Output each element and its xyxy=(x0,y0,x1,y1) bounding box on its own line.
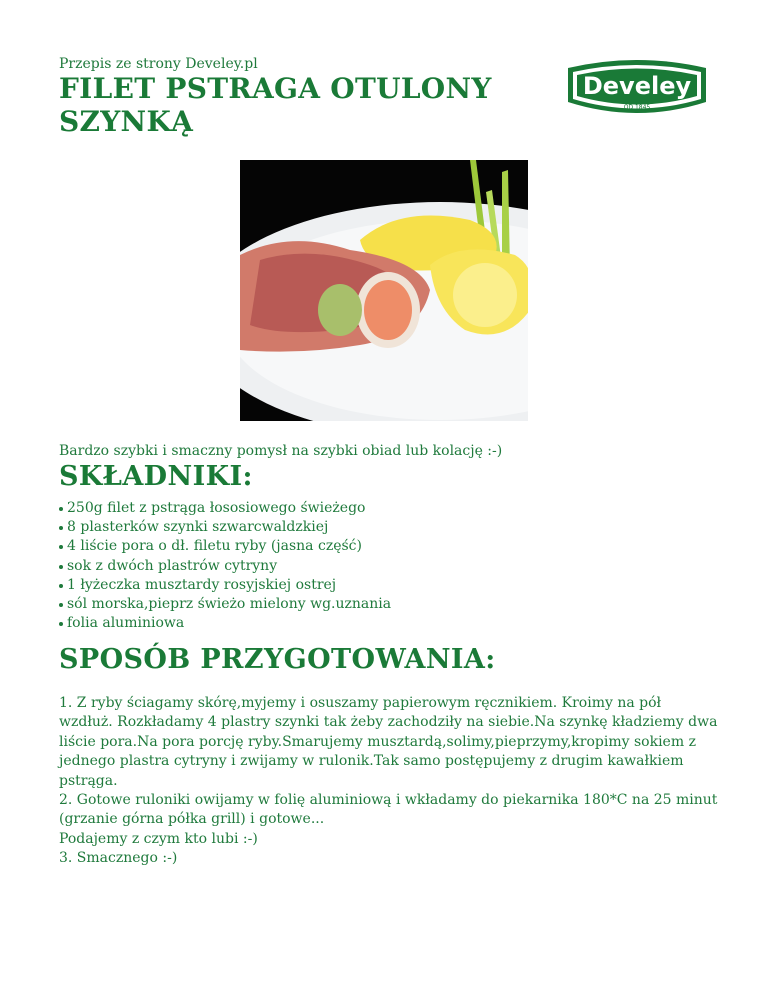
method-heading: SPOSÓB PRZYGOTOWANIA: xyxy=(59,644,496,675)
method-step: Podajemy z czym kto lubi :-) xyxy=(59,830,258,847)
method-step: 3. Smacznego :-) xyxy=(59,850,178,867)
ingredient-item: 4 liście pora o dł. filetu ryby (jasna część) xyxy=(59,537,391,556)
ingredient-item: sok z dwóch plastrów cytryny xyxy=(59,557,391,576)
intro-text: Bardzo szybki i smaczny pomysł na szybki obiad lub kolację :-) xyxy=(59,443,503,459)
method-step: 2. Gotowe ruloniki owijamy w folię aluminiową i wkładamy do piekarnika 180*C na 25 minut (grzanie górna półka grill) i gotowe... xyxy=(59,792,718,828)
logo-wordmark: Develey xyxy=(582,72,692,100)
ingredients-list xyxy=(59,499,391,633)
ingredient-item: folia aluminiowa xyxy=(59,614,391,633)
ingredients-heading: SKŁADNIKI: xyxy=(59,461,253,492)
ingredient-item: sól morska,pieprz świeżo mielony wg.uznania xyxy=(59,595,391,614)
dish-photo xyxy=(240,160,528,421)
method-step: 1. Z ryby ściagamy skórę,myjemy i osuszamy papierowym ręcznikiem. Kroimy na pół wzdłuż. Rozkładamy 4 plastry szynki tak żeby zachodziły na siebie.Na szynkę kładziemy dwa liście pora.Na pora porcję ryby.Smarujemy musztardą,solimy,pieprzymy,kropimy sokiem z jednego plastra cytryny i zwijamy w rulonik.Tak samo postępujemy z drugim kawałkiem pstrąga. xyxy=(59,695,718,789)
ingredient-item: 250g filet z pstrąga łososiowego świeżego xyxy=(59,499,391,518)
ingredient-item: 1 łyżeczka musztardy rosyjskiej ostrej xyxy=(59,576,391,595)
recipe-title: FILET PSTRAGA OTULONY SZYNKĄ xyxy=(59,72,492,138)
logo-since: OD 1845 xyxy=(623,104,651,111)
method-steps xyxy=(59,694,719,869)
source-line: Przepis ze strony Develey.pl xyxy=(59,56,258,72)
ingredient-item: 8 plasterków szynki szwarcwaldzkiej xyxy=(59,518,391,537)
develey-logo xyxy=(564,58,710,120)
